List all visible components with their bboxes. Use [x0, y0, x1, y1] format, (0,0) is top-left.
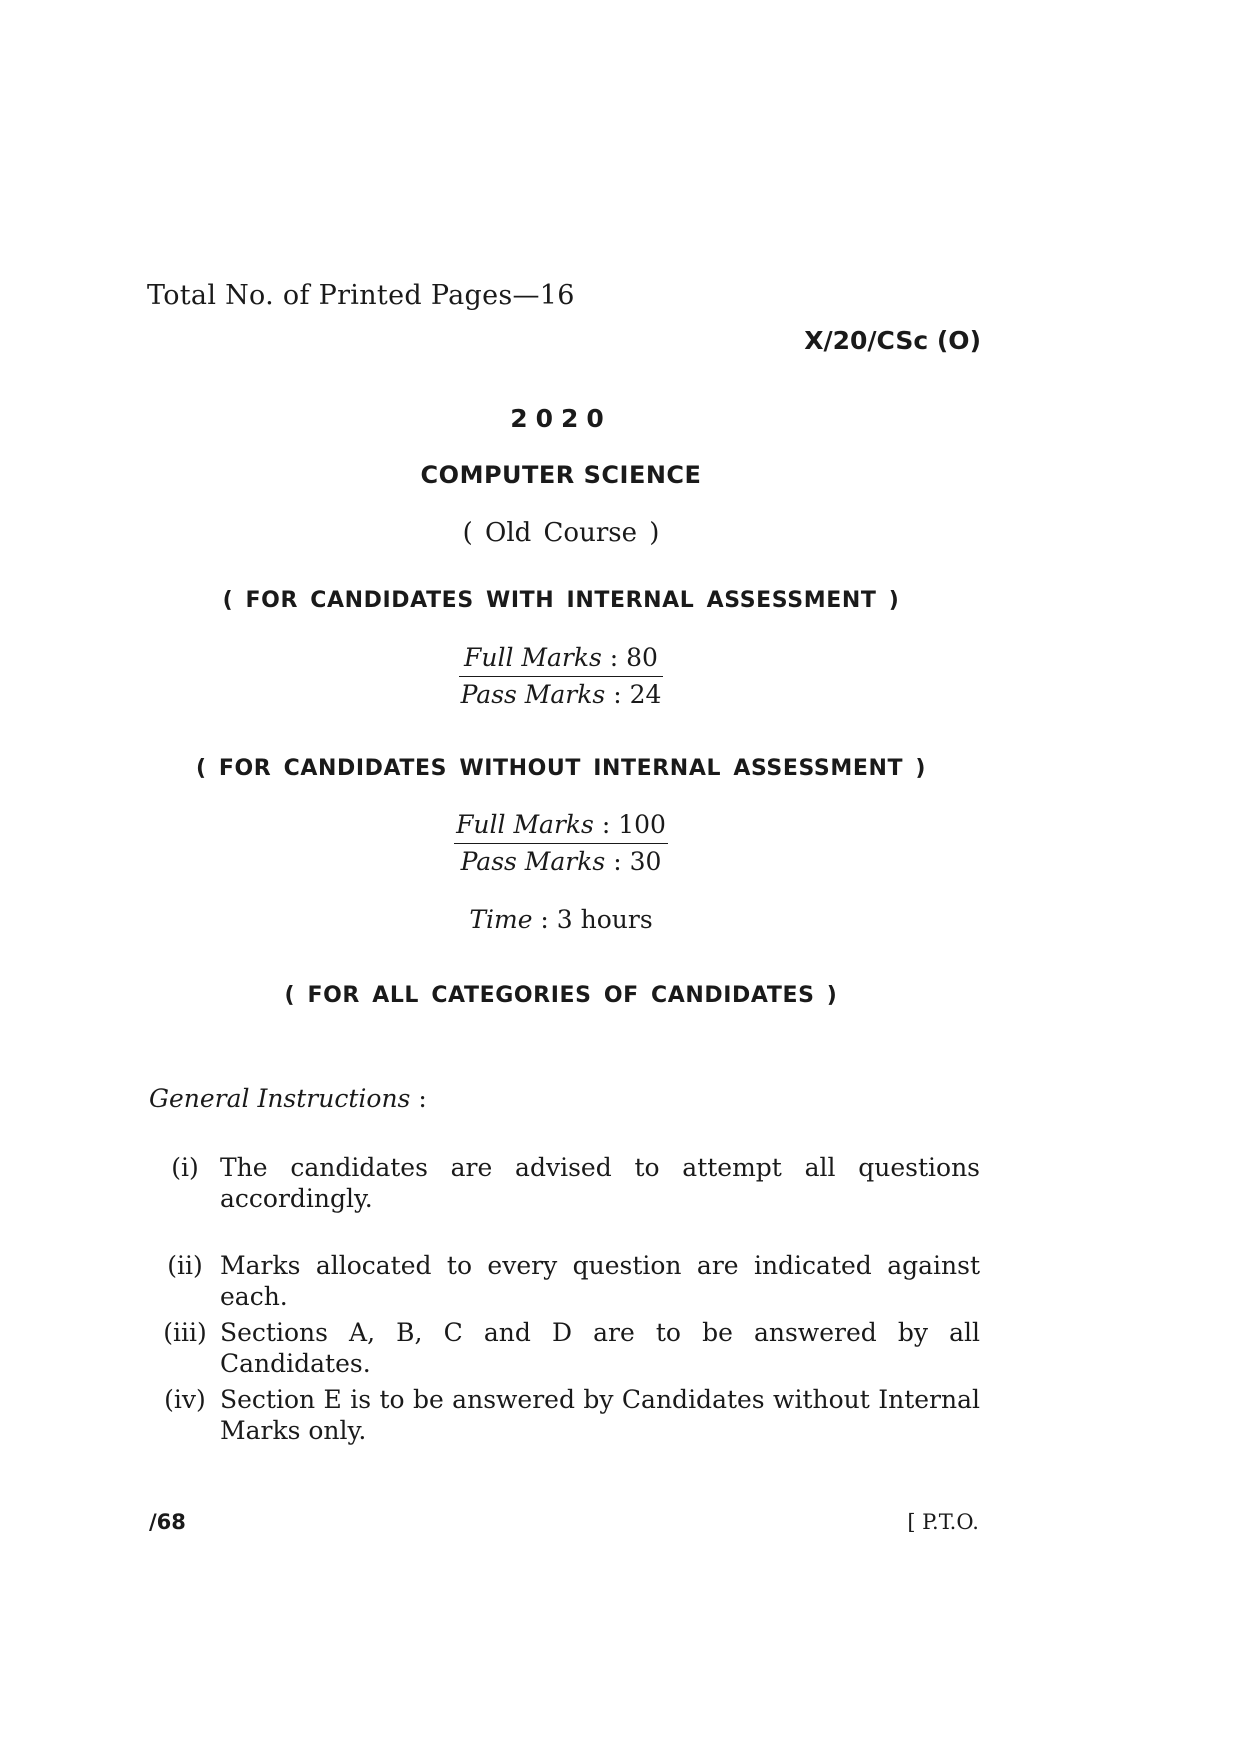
full-marks-line: [459, 640, 664, 677]
instruction-number: (i): [171, 1153, 199, 1182]
instruction-text: Sections A, B, C and D are to be answered by all Candidates.: [220, 1318, 980, 1378]
time-label: Time: [469, 905, 533, 934]
instruction-item: [150, 1317, 980, 1379]
instruction-text: Section E is to be answered by Candidates without Internal Marks only.: [220, 1385, 980, 1445]
general-instructions-title: [149, 1084, 427, 1113]
footer-code: /68: [149, 1510, 186, 1534]
instruction-text: The candidates are advised to attempt all questions accordingly.: [220, 1153, 980, 1213]
please-turn-over: [ P.T.O.: [907, 1510, 979, 1534]
with-internal-marks: [0, 640, 1122, 713]
instruction-item: [150, 1250, 980, 1312]
subject-title: COMPUTER SCIENCE: [420, 461, 702, 489]
pass-marks-value: : 24: [605, 680, 662, 709]
instruction-item: [150, 1152, 980, 1214]
total-printed-pages: Total No. of Printed Pages—16: [147, 280, 575, 311]
course-type: ( Old Course ): [462, 518, 660, 548]
instruction-number: (iii): [163, 1318, 207, 1347]
full-marks-value: : 100: [593, 810, 666, 839]
instruction-item: [150, 1384, 980, 1446]
exam-time: [0, 905, 1122, 934]
exam-year: 2020: [510, 404, 612, 433]
full-marks-label: Full Marks: [464, 643, 602, 672]
pass-marks-line: [459, 677, 664, 713]
full-marks-value: : 80: [601, 643, 658, 672]
general-instructions-label: General Instructions: [149, 1084, 411, 1113]
time-value: : 3 hours: [532, 905, 653, 934]
instruction-text: Marks allocated to every question are indicated against each.: [220, 1251, 980, 1311]
without-internal-heading: ( FOR CANDIDATES WITHOUT INTERNAL ASSESSMENT ): [195, 756, 927, 781]
pass-marks-label: Pass Marks: [460, 680, 606, 709]
without-internal-marks: [0, 807, 1122, 880]
general-instructions-colon: :: [410, 1084, 427, 1113]
instruction-number: (iv): [164, 1385, 206, 1414]
all-categories-heading: ( FOR ALL CATEGORIES OF CANDIDATES ): [284, 983, 838, 1008]
pass-marks-line: [454, 844, 668, 880]
with-internal-heading: ( FOR CANDIDATES WITH INTERNAL ASSESSMENT ): [222, 588, 900, 613]
full-marks-line: [454, 807, 668, 844]
pass-marks-label: Pass Marks: [460, 847, 606, 876]
pass-marks-value: : 30: [605, 847, 662, 876]
full-marks-label: Full Marks: [456, 810, 594, 839]
paper-code: X/20/CSc (O): [804, 326, 981, 355]
instruction-number: (ii): [167, 1251, 203, 1280]
